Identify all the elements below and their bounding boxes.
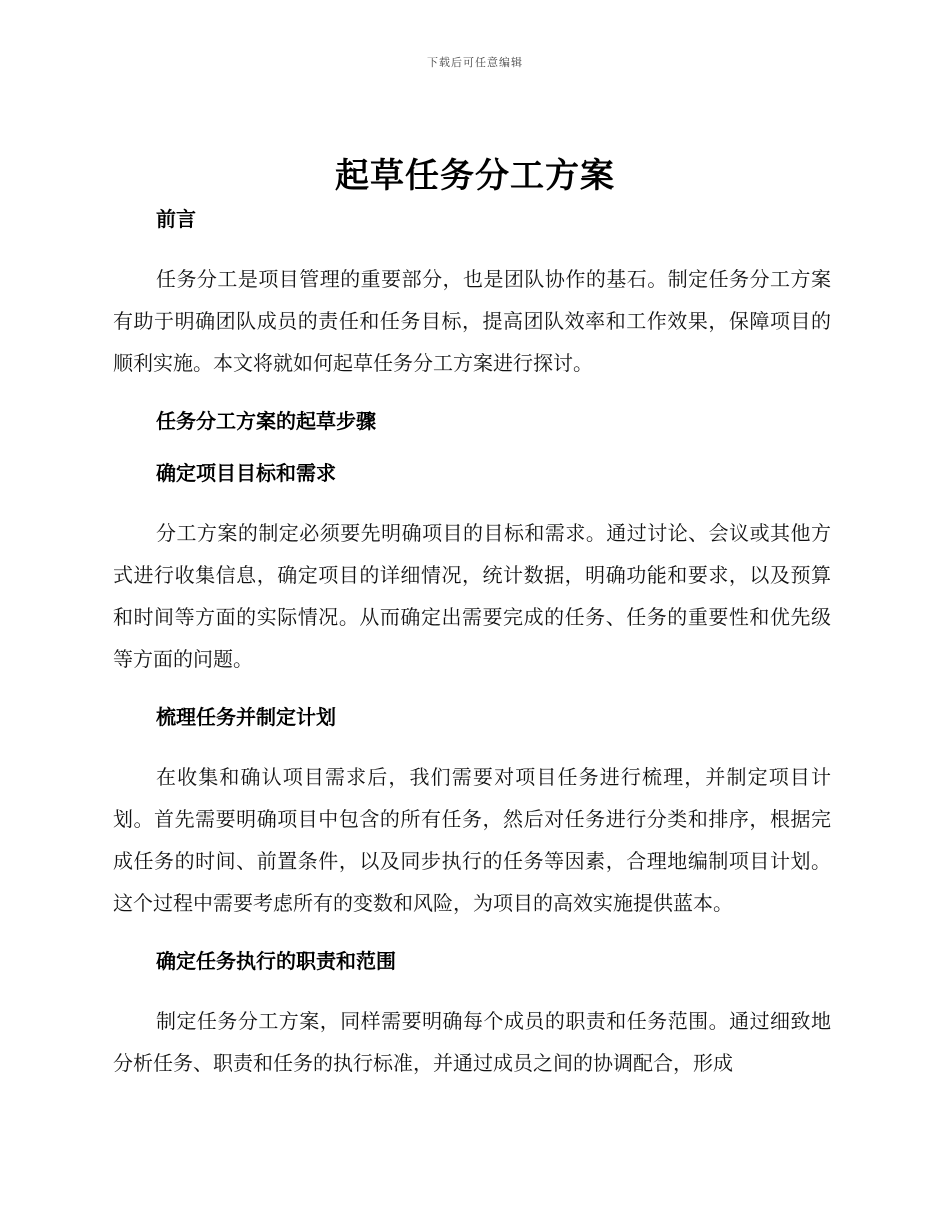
subsection-heading-goal: 确定项目目标和需求 <box>156 461 336 485</box>
paragraph-duty: 制定任务分工方案，同样需要明确每个成员的职责和任务范围。通过细致地分析任务、职责和任务的执行标准，并通过成员之间的协调配合，形成 <box>113 1009 831 1075</box>
section-heading-steps: 任务分工方案的起草步骤 <box>156 409 376 433</box>
paragraph-goal: 分工方案的制定必须要先明确项目的目标和需求。通过讨论、会议或其他方式进行收集信息，确定项目的详细情况，统计数据，明确功能和要求，以及预算和时间等方面的实际情况。从而确定出需要完成的任务、任务的重要性和优先级等方面的问题。 <box>113 521 831 671</box>
subsection-heading-plan: 梳理任务并制定计划 <box>156 705 336 729</box>
paragraph-preface: 任务分工是项目管理的重要部分，也是团队协作的基石。制定任务分工方案有助于明确团队成员的责任和任务目标，提高团队效率和工作效果，保障项目的顺利实施。本文将就如何起草任务分工方案进行探讨。 <box>113 267 831 375</box>
document-title: 起草任务分工方案 <box>335 156 615 196</box>
header-note: 下载后可任意编辑 <box>427 56 523 69</box>
subsection-heading-duty: 确定任务执行的职责和范围 <box>156 949 396 973</box>
paragraph-plan: 在收集和确认项目需求后，我们需要对项目任务进行梳理，并制定项目计划。首先需要明确项目中包含的所有任务，然后对任务进行分类和排序，根据完成任务的时间、前置条件，以及同步执行的任务等因素，合理地编制项目计划。这个过程中需要考虑所有的变数和风险，为项目的高效实施提供蓝本。 <box>113 765 831 915</box>
section-heading-preface: 前言 <box>156 207 196 231</box>
document-body <box>113 200 831 1084</box>
